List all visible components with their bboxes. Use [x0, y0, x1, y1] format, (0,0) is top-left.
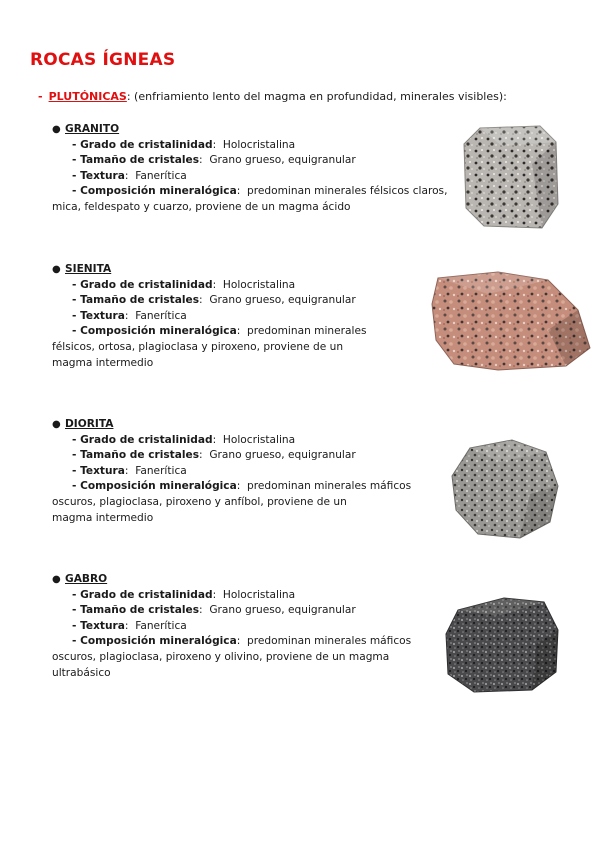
texture-row: - Textura: Fanerítica	[72, 464, 187, 477]
crystallinity-row: - Grado de cristalinidad: Holocristalina	[72, 433, 296, 446]
crystallinity-value: Holocristalina	[222, 138, 296, 151]
texture-label: - Textura	[72, 169, 125, 182]
crystal-size-row: - Tamaño de cristales: Grano grueso, equigranular	[72, 294, 356, 307]
texture-value: Fanerítica	[135, 619, 187, 632]
crystal-size-value: Grano grueso, equigranular	[209, 604, 356, 617]
composition-row: - Composición mineralógica: predominan minerales félsicos claros, mica, feldespato y cuarzo, proviene de un magma ácido	[52, 184, 462, 215]
crystallinity-value: Holocristalina	[222, 278, 296, 291]
composition-continued: magma intermedio	[52, 356, 154, 369]
texture-label: - Textura	[72, 619, 125, 632]
rock-properties	[52, 138, 462, 216]
syenite-rock-image	[428, 270, 594, 372]
crystal-size-value: Grano grueso, equigranular	[209, 294, 356, 307]
crystal-size-label: - Tamaño de cristales	[72, 154, 200, 167]
bullet-icon: ●	[52, 124, 61, 135]
rock-name: GRANITO	[65, 123, 120, 135]
bullet-icon: ●	[52, 574, 61, 585]
section-name: PLUTÓNICAS	[48, 90, 127, 103]
composition-label: - Composición mineralógica	[72, 325, 237, 338]
crystal-size-value: Grano grueso, equigranular	[209, 154, 356, 167]
composition-row: - Composición mineralógica: predominan minerales máficos oscuros, plagioclasa, piroxeno y anfíbol, proviene de un magma intermedio	[52, 479, 422, 526]
texture-value: Fanerítica	[135, 464, 187, 477]
bullet-icon: ●	[52, 264, 61, 275]
diorite-rock-image	[450, 438, 560, 540]
rock-properties	[52, 278, 422, 372]
crystal-size-label: - Tamaño de cristales	[72, 449, 200, 462]
rock-properties	[52, 433, 422, 527]
crystallinity-row: - Grado de cristalinidad: Holocristalina	[72, 138, 296, 151]
rock-name: DIORITA	[65, 418, 114, 430]
texture-label: - Textura	[72, 309, 125, 322]
crystallinity-row: - Grado de cristalinidad: Holocristalina	[72, 278, 296, 291]
rock-name: SIENITA	[65, 263, 112, 275]
texture-row: - Textura: Fanerítica	[72, 169, 187, 182]
composition-continued: mica, feldespato y cuarzo, proviene de un magma ácido	[52, 200, 351, 213]
crystallinity-row: - Grado de cristalinidad: Holocristalina	[72, 588, 296, 601]
crystallinity-label: - Grado de cristalinidad	[72, 138, 213, 151]
crystallinity-label: - Grado de cristalinidad	[72, 588, 213, 601]
rock-properties	[52, 588, 432, 682]
composition-continued: oscuros, plagioclasa, piroxeno y olivino, proviene de un magma	[52, 650, 390, 663]
page-title: ROCAS ÍGNEAS	[30, 50, 176, 70]
composition-label: - Composición mineralógica	[72, 480, 237, 493]
bullet-icon: ●	[52, 419, 61, 430]
composition-label: - Composición mineralógica	[72, 635, 237, 648]
crystal-size-row: - Tamaño de cristales: Grano grueso, equigranular	[72, 449, 356, 462]
composition-row: - Composición mineralógica: predominan minerales máficos oscuros, plagioclasa, piroxeno y olivino, proviene de un magma ultrabásico	[52, 634, 432, 681]
composition-continued: félsicos, ortosa, plagioclasa y piroxeno, proviene de un	[52, 340, 344, 353]
composition-label: - Composición mineralógica	[72, 185, 237, 198]
gabbro-rock-image	[444, 594, 562, 694]
texture-value: Fanerítica	[135, 309, 187, 322]
granite-rock-image	[462, 124, 560, 230]
section-dash: -	[38, 90, 43, 103]
rock-name: GABRO	[65, 573, 108, 585]
composition-value: predominan minerales félsicos claros,	[247, 185, 448, 198]
texture-row: - Textura: Fanerítica	[72, 619, 187, 632]
crystal-size-label: - Tamaño de cristales	[72, 604, 200, 617]
composition-continued: ultrabásico	[52, 666, 111, 679]
crystallinity-value: Holocristalina	[222, 588, 296, 601]
composition-value: predominan minerales máficos	[247, 480, 412, 493]
composition-row: - Composición mineralógica: predominan minerales félsicos, ortosa, plagioclasa y piroxeno, proviene de un magma intermedio	[52, 324, 422, 371]
crystal-size-row: - Tamaño de cristales: Grano grueso, equigranular	[72, 604, 356, 617]
composition-value: predominan minerales máficos	[247, 635, 412, 648]
crystal-size-value: Grano grueso, equigranular	[209, 449, 356, 462]
crystal-size-row: - Tamaño de cristales: Grano grueso, equigranular	[72, 154, 356, 167]
texture-label: - Textura	[72, 464, 125, 477]
section-description: : (enfriamiento lento del magma en profundidad, minerales visibles):	[126, 90, 507, 103]
texture-row: - Textura: Fanerítica	[72, 309, 187, 322]
crystallinity-value: Holocristalina	[222, 433, 296, 446]
crystallinity-label: - Grado de cristalinidad	[72, 278, 213, 291]
texture-value: Fanerítica	[135, 169, 187, 182]
composition-continued: magma intermedio	[52, 511, 154, 524]
crystal-size-label: - Tamaño de cristales	[72, 294, 200, 307]
composition-value: predominan minerales	[247, 325, 367, 338]
section-heading	[38, 90, 507, 103]
composition-continued: oscuros, plagioclasa, piroxeno y anfíbol, proviene de un	[52, 495, 347, 508]
crystallinity-label: - Grado de cristalinidad	[72, 433, 213, 446]
